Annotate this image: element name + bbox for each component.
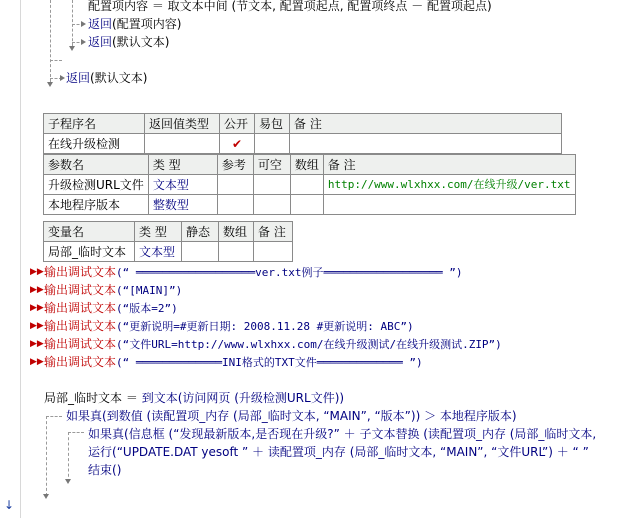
table-row[interactable] [44, 195, 576, 215]
function-name: 输出调试文本 [44, 283, 117, 297]
variable-table [43, 221, 293, 262]
variable-name: 局部_临时文本 [44, 391, 123, 405]
keyword-if: 如果真 [88, 427, 125, 441]
checkmark-icon: ✔ [231, 136, 243, 151]
code-args: (“ ══════════════════ver.txt例子══════════════════ ”) [116, 266, 463, 279]
table-header-cell: 备 注 [323, 155, 575, 175]
code-args: (到数值 (读配置项_内存 (局部_临时文本, “MAIN”, “版本”)) ＞ 本地程序版本) [102, 409, 517, 423]
code-line-assign[interactable] [44, 389, 344, 407]
table-header-cell: 参考 [217, 155, 253, 175]
tree-arrow-down-icon [43, 494, 49, 499]
table-header-cell: 可空 [253, 155, 290, 175]
param-name[interactable]: 本地程序版本 [44, 195, 149, 215]
table-header-cell: 类 型 [135, 222, 182, 242]
tree-arrow-icon [81, 21, 86, 27]
tree-connector [50, 60, 62, 61]
code-line-end[interactable] [88, 461, 121, 479]
table-header-row [44, 222, 293, 242]
code-args: (“版本=2”) [116, 302, 178, 315]
code-args: (信息框 (“发现最新版本,是否现在升级?” ＋ 子文本替换 (读配置项_内存 (局部_临时文本, [124, 427, 597, 441]
code-args: (访问网页 (升级检测URL文件)) [177, 391, 345, 405]
table-row[interactable] [44, 242, 293, 262]
code-line-debug[interactable] [44, 263, 463, 281]
subroutine-table [43, 113, 562, 154]
tree-connector [46, 416, 47, 496]
function-name: 输出调试文本 [44, 265, 117, 279]
table-header-cell: 备 注 [290, 114, 562, 134]
breakpoint-arrow-icon: ▶▶ [30, 321, 44, 331]
table-header-cell: 子程序名 [44, 114, 145, 134]
param-note[interactable]: http://www.wlxhxx.com/在线升级/ver.txt [323, 175, 575, 195]
code-line-if-nested[interactable] [88, 425, 596, 443]
table-row[interactable] [44, 134, 562, 154]
code-line-return-default-inner[interactable] [88, 33, 169, 51]
code-line-debug[interactable] [44, 335, 502, 353]
code-line-debug[interactable] [44, 281, 182, 299]
function-name: 输出调试文本 [44, 319, 117, 333]
tree-connector [46, 416, 62, 417]
code-line-config-content[interactable] [88, 0, 492, 15]
editor-gutter [0, 0, 21, 518]
breakpoint-arrow-icon: ▶▶ [30, 357, 44, 367]
assign-operator: ＝ [125, 391, 138, 405]
keyword-return: 返回 [66, 71, 91, 85]
code-line-debug[interactable] [44, 317, 414, 335]
table-header-cell: 类 型 [148, 155, 217, 175]
table-header-cell: 静态 [182, 222, 219, 242]
code-line-debug[interactable] [44, 353, 423, 371]
var-static[interactable] [182, 242, 219, 262]
code-args: (默认文本) [90, 71, 148, 85]
tree-connector [72, 0, 73, 46]
note-cell[interactable] [290, 134, 562, 154]
table-header-row [44, 155, 576, 175]
table-header-cell: 参数名 [44, 155, 149, 175]
table-header-cell: 易包 [255, 114, 290, 134]
tree-connector [50, 0, 51, 82]
table-row[interactable] [44, 175, 576, 195]
tree-arrow-down-icon [47, 82, 53, 87]
code-line-return-config[interactable] [88, 15, 181, 33]
table-header-cell: 公开 [220, 114, 255, 134]
table-header-cell: 返回值类型 [145, 114, 220, 134]
function-name: 到文本 [141, 391, 178, 405]
param-ref[interactable] [217, 195, 253, 215]
code-args: (“[MAIN]”) [116, 284, 183, 297]
code-args: (“UPDATE.DAT yesoft ” ＋ 读配置项_内存 (局部_临时文本, “MAIN”, “文件URL”) ＋ “ ” [112, 445, 589, 459]
var-type[interactable]: 文本型 [135, 242, 182, 262]
param-nullable[interactable] [253, 195, 290, 215]
code-args: (“更新说明=#更新日期: 2008.11.28 #更新说明: ABC”) [116, 320, 414, 333]
tree-connector [68, 432, 84, 433]
package-cell[interactable] [255, 134, 290, 154]
code-args: (默认文本) [112, 35, 170, 49]
table-header-cell: 数组 [219, 222, 254, 242]
tree-arrow-icon [81, 39, 86, 45]
function-name: 输出调试文本 [44, 301, 117, 315]
keyword-run: 运行 [88, 445, 113, 459]
breakpoint-arrow-icon: ▶▶ [30, 285, 44, 295]
var-name[interactable]: 局部_临时文本 [44, 242, 135, 262]
keyword-if: 如果真 [66, 409, 103, 423]
tree-arrow-down-icon [69, 46, 75, 51]
var-note[interactable] [254, 242, 293, 262]
code-line-return-default-outer[interactable] [66, 69, 147, 87]
table-header-row [44, 114, 562, 134]
param-array[interactable] [290, 195, 323, 215]
tree-arrow-icon [60, 75, 65, 81]
breakpoint-arrow-icon: ▶▶ [30, 303, 44, 313]
function-name: 输出调试文本 [44, 355, 117, 369]
breakpoint-arrow-icon: ▶▶ [30, 339, 44, 349]
code-args: (配置项内容) [112, 17, 182, 31]
breakpoint-arrow-icon: ▶▶ [30, 267, 44, 277]
keyword-return: 返回 [88, 17, 113, 31]
keyword-end: 结束 [88, 463, 113, 477]
code-args: () [112, 463, 122, 477]
function-name: 输出调试文本 [44, 337, 117, 351]
parameter-table [43, 154, 576, 215]
code-text: 配置项内容 ＝ 取文本中间 (节文本, 配置项起点, 配置项终点 － 配置项起点) [88, 0, 492, 13]
public-cell[interactable] [220, 134, 255, 154]
tree-connector [68, 432, 69, 482]
param-ref[interactable] [217, 175, 253, 195]
param-name[interactable]: 升级检测URL文件 [44, 175, 149, 195]
param-note[interactable] [323, 195, 575, 215]
table-header-cell: 数组 [290, 155, 323, 175]
table-header-cell: 变量名 [44, 222, 135, 242]
tree-arrow-down-icon [65, 479, 71, 484]
var-array[interactable] [219, 242, 254, 262]
code-line-debug[interactable] [44, 299, 178, 317]
return-type-cell[interactable] [145, 134, 220, 154]
cursor-down-arrow-icon: ↓ [4, 498, 15, 512]
code-args: (“文件URL=http://www.wlxhxx.com/在线升级测试/在线升级测试.ZIP”) [116, 338, 502, 351]
table-header-cell: 备 注 [254, 222, 293, 242]
param-array[interactable] [290, 175, 323, 195]
code-line-if[interactable] [66, 407, 517, 425]
param-nullable[interactable] [253, 175, 290, 195]
param-type[interactable]: 整数型 [148, 195, 217, 215]
code-line-run[interactable] [88, 443, 589, 461]
keyword-return: 返回 [88, 35, 113, 49]
param-type[interactable]: 文本型 [148, 175, 217, 195]
subroutine-name[interactable]: 在线升级检测 [44, 134, 145, 154]
code-args: (“ ═════════════INI格式的TXT文件═════════════ ”) [116, 356, 423, 369]
